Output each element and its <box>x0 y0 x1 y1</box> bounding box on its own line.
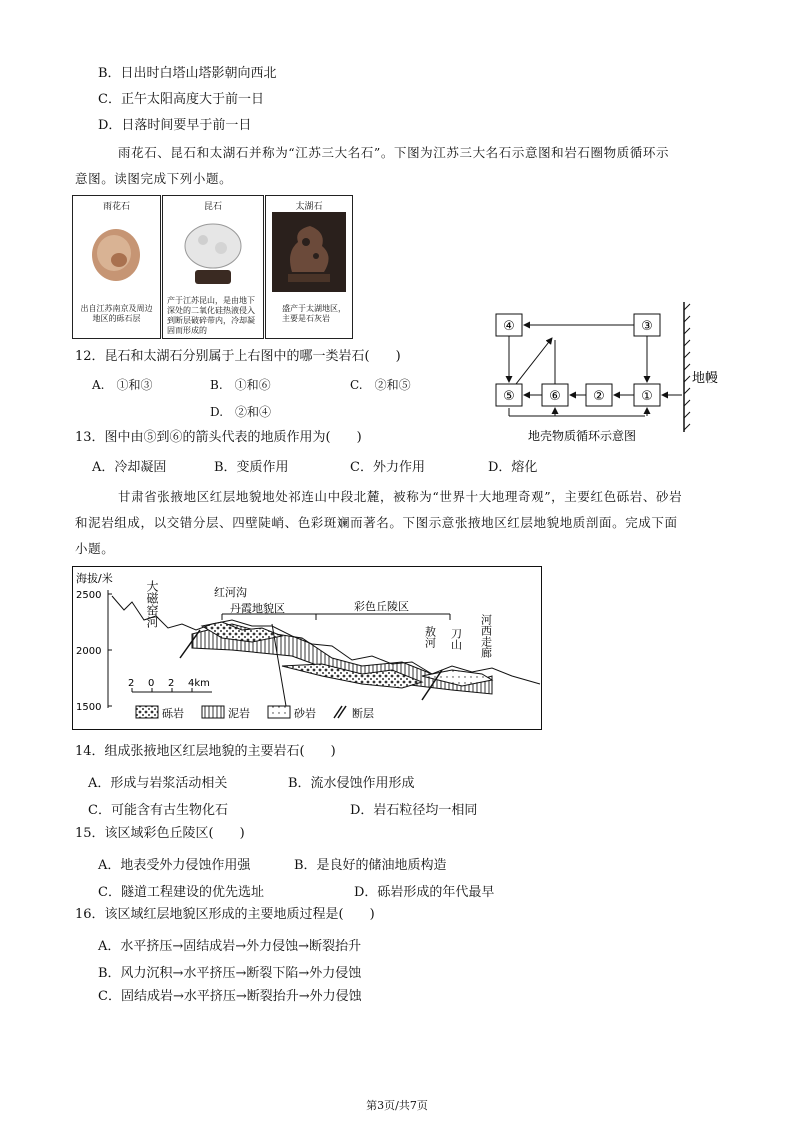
label-river: 大磁窑河 <box>145 580 159 628</box>
legend-sand: 砂岩 <box>294 707 316 720</box>
q13-stem: 13．图中由⑤到⑥的箭头代表的地质作用为( ) <box>75 430 362 445</box>
q14-option-a[interactable]: A．形成与岩浆活动相关 <box>88 776 228 791</box>
q16-option-b[interactable]: B．风力沉积→水平挤压→断裂下陷→外力侵蚀 <box>98 966 362 981</box>
yuhua-stone-image <box>83 220 149 290</box>
stone-title: 太湖石 <box>295 202 323 212</box>
stone-title: 雨花石 <box>102 202 130 212</box>
page-number: 第3页/共7页 <box>366 1099 428 1112</box>
node-6-label: ⑥ <box>549 389 561 404</box>
node-2-label: ② <box>593 389 605 404</box>
option-c-prev: C．正午太阳高度大于前一日 <box>98 92 264 107</box>
cycle-caption: 地壳物质循环示意图 <box>528 429 637 443</box>
stone-card-yuhua <box>72 195 161 339</box>
stone-caption: 产于江苏昆山，是由地下深处的二氧化硅热液侵入到断层破碎带内，冷却凝固而形成的 <box>167 296 255 335</box>
q16-option-c[interactable]: C．固结成岩→水平挤压→断裂抬升→外力侵蚀 <box>98 989 362 1004</box>
q15-option-c[interactable]: C．隧道工程建设的优先选址 <box>98 885 264 900</box>
intro1-line2: 意图。读图完成下列小题。 <box>75 171 233 186</box>
intro2-line1: 甘肃省张掖地区红层地貌地处祁连山中段北麓，被称为“世界十大地理奇观”，主要红色砾岩、砂岩 <box>118 489 683 504</box>
intro2-line2: 和泥岩组成，以交错分层、四壁陡峭、色彩斑斓而著名。下图示意张掖地区红层地貌地质剖面。完成下面 <box>75 515 678 530</box>
option-b-prev: B．日出时白塔山塔影朝向西北 <box>98 66 277 81</box>
q13-option-a[interactable]: A．冷却凝固 <box>92 460 167 475</box>
node-1-label: ① <box>641 389 653 404</box>
q12-option-c[interactable]: C. ②和⑤ <box>350 378 411 392</box>
option-d-prev: D．日落时间要早于前一日 <box>98 118 252 133</box>
q12-option-d[interactable]: D. ②和④ <box>210 405 272 419</box>
label-gully: 红河沟 <box>214 586 247 599</box>
q14-option-b[interactable]: B．流水侵蚀作用形成 <box>288 776 415 791</box>
y-axis-label: 海拔/米 <box>76 572 113 585</box>
q13-option-d[interactable]: D．熔化 <box>488 460 538 475</box>
tick-1500: 1500 <box>76 702 102 713</box>
node-5-label: ⑤ <box>503 389 515 404</box>
q12-option-b[interactable]: B. ①和⑥ <box>210 378 271 392</box>
scale-2-left: 2 <box>128 678 135 689</box>
q14-stem: 14．组成张掖地区红层地貌的主要岩石( ) <box>75 744 336 759</box>
stone-title: 昆石 <box>203 202 222 212</box>
q15-option-a[interactable]: A．地表受外力侵蚀作用强 <box>98 858 251 873</box>
node-3-label: ③ <box>641 319 653 334</box>
intro1-line1: 雨花石、昆石和太湖石并称为“江苏三大名石”。下图为江苏三大名石示意图和岩石圈物质循环示 <box>118 145 670 160</box>
taihu-stone-image <box>272 212 346 292</box>
q13-option-c[interactable]: C．外力作用 <box>350 460 425 475</box>
q15-option-d[interactable]: D．砾岩形成的年代最早 <box>354 885 495 900</box>
label-danxia: 丹霞地貌区 <box>230 602 285 615</box>
legend-mud: 泥岩 <box>228 707 250 720</box>
label-aohe: 敖河 <box>423 626 437 648</box>
q13-option-b[interactable]: B．变质作用 <box>214 460 289 475</box>
intro2-line3: 小题。 <box>75 541 115 556</box>
scale-0: 0 <box>148 678 155 689</box>
stone-card-kunshi <box>162 195 264 339</box>
q15-option-b[interactable]: B．是良好的储油地质构造 <box>294 858 447 873</box>
label-corridor: 河西走廊 <box>479 614 493 658</box>
legend-fault: 断层 <box>352 707 374 720</box>
mantle-label: 地幔 <box>692 371 719 386</box>
scale-2: 2 <box>168 678 175 689</box>
kunshi-stone-image <box>177 212 249 292</box>
stone-caption: 盛产于太湖地区，主要是石灰岩 <box>282 304 346 323</box>
scale-4km: 4km <box>188 678 210 689</box>
tick-2500: 2500 <box>76 590 102 601</box>
q14-option-c[interactable]: C．可能含有古生物化石 <box>88 803 228 818</box>
rock-cycle-diagram <box>488 300 738 450</box>
q16-stem: 16．该区域红层地貌区形成的主要地质过程是( ) <box>75 907 375 922</box>
q15-stem: 15．该区域彩色丘陵区( ) <box>75 826 245 841</box>
geologic-profile <box>72 566 542 730</box>
q12-stem: 12．昆石和太湖石分别属于上右图中的哪一类岩石( ) <box>75 349 401 364</box>
stone-card-taihu <box>265 195 353 339</box>
q14-option-d[interactable]: D．岩石粒径均一相同 <box>350 803 478 818</box>
q16-option-a[interactable]: A．水平挤压→固结成岩→外力侵蚀→断裂抬升 <box>98 939 362 954</box>
stone-caption: 出自江苏南京及周边地区的砾石层 <box>80 304 153 323</box>
legend-gravel: 砾岩 <box>162 707 184 720</box>
tick-2000: 2000 <box>76 646 102 657</box>
label-daoshan: 刀山 <box>449 628 463 650</box>
node-4-label: ④ <box>503 319 515 334</box>
label-hills: 彩色丘陵区 <box>354 600 409 613</box>
q12-option-a[interactable]: A. ①和③ <box>92 378 153 392</box>
